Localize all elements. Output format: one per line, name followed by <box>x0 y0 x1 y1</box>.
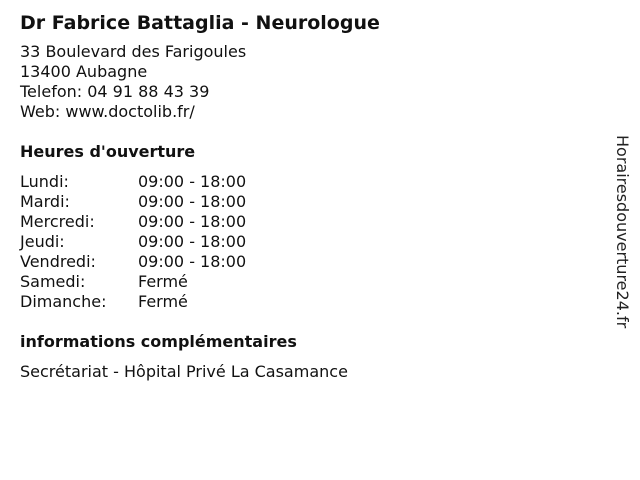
day-label: Mercredi: <box>20 212 95 231</box>
time-value: 09:00 - 18:00 <box>138 232 247 251</box>
day-label: Samedi: <box>20 272 86 291</box>
address-street: 33 Boulevard des Farigoules <box>20 42 247 61</box>
phone-number: Telefon: 04 91 88 43 39 <box>20 82 210 101</box>
info-heading: informations complémentaires <box>20 332 297 351</box>
website-link[interactable]: Web: www.doctolib.fr/ <box>20 102 195 121</box>
hours-table <box>20 172 600 312</box>
time-value: Fermé <box>138 292 188 311</box>
hours-row-tuesday <box>20 192 600 212</box>
day-label: Dimanche: <box>20 292 107 311</box>
time-value: 09:00 - 18:00 <box>138 252 247 271</box>
hours-row-thursday <box>20 232 600 252</box>
page-title: Dr Fabrice Battaglia - Neurologue <box>20 12 380 34</box>
day-label: Jeudi: <box>20 232 65 251</box>
hours-row-wednesday <box>20 212 600 232</box>
hours-row-monday <box>20 172 600 192</box>
hours-row-saturday <box>20 272 600 292</box>
business-listing <box>20 8 600 382</box>
day-label: Mardi: <box>20 192 70 211</box>
hours-row-friday <box>20 252 600 272</box>
hours-heading: Heures d'ouverture <box>20 142 196 161</box>
time-value: 09:00 - 18:00 <box>138 192 247 211</box>
hours-row-sunday <box>20 292 600 312</box>
time-value: 09:00 - 18:00 <box>138 172 247 191</box>
site-watermark: Horairesdouverture24.fr <box>613 135 632 329</box>
info-text: Secrétariat - Hôpital Privé La Casamance <box>20 362 348 381</box>
address-city: 13400 Aubagne <box>20 62 148 81</box>
day-label: Vendredi: <box>20 252 96 271</box>
contact-block <box>20 42 600 122</box>
time-value: 09:00 - 18:00 <box>138 212 247 231</box>
time-value: Fermé <box>138 272 188 291</box>
day-label: Lundi: <box>20 172 69 191</box>
